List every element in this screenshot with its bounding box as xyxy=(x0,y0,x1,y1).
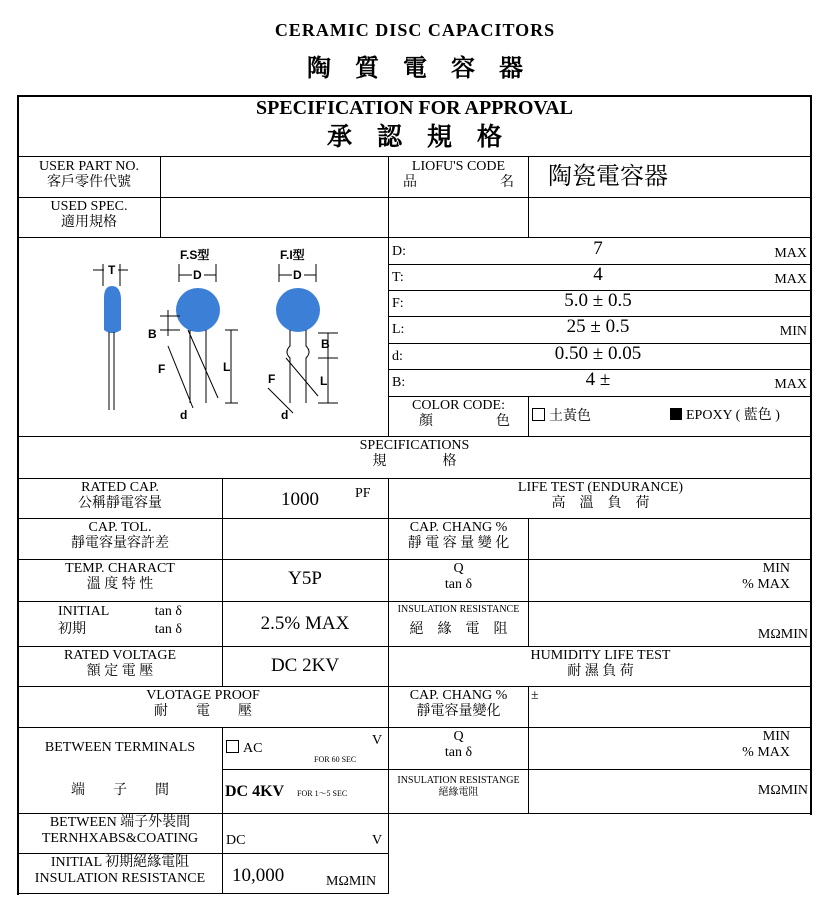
between-term-en: BETWEEN TERMINALS xyxy=(44,740,196,755)
color-opt1-label: 土黃色 xyxy=(549,409,591,424)
rated-cap-label xyxy=(18,480,222,512)
rule xyxy=(17,893,389,894)
dim-d-value: 7 xyxy=(593,238,603,259)
cap-tol-zh: 靜電容量容許差 xyxy=(71,536,169,552)
init-ins-en1: INITIAL 初期絕緣電阻 xyxy=(50,855,190,870)
ins-res1-en: INSULATION RESISTANCE xyxy=(397,604,520,615)
ins-res1-zh: 絕 緣 電 阻 xyxy=(409,621,508,637)
cap-tol-label xyxy=(18,520,222,552)
rule xyxy=(17,197,812,198)
color-opt2-label: EPOXY ( 藍色 ) xyxy=(686,408,780,423)
label-dd-fs: d xyxy=(180,408,188,422)
cap-chang2-zh: 靜電容量變化 xyxy=(416,704,501,720)
ins-res2-zh: 絕緣電阻 xyxy=(438,786,479,798)
init-ins-value: 10,000 xyxy=(232,865,285,886)
label-d-fi: D xyxy=(293,268,302,282)
rule xyxy=(528,156,529,237)
rated-cap-value: 1000 xyxy=(281,489,319,510)
initial-tan-2: tan δ xyxy=(154,622,182,638)
dc4kv: DC 4KV xyxy=(225,783,285,800)
specs-zh: 規 格 xyxy=(372,454,457,470)
label-b-fi: B xyxy=(321,337,330,351)
user-part-label xyxy=(18,159,160,191)
cap-chang1-en: CAP. CHANG % xyxy=(409,520,508,535)
q2-q: Q xyxy=(453,729,464,744)
rated-cap-unit: PF xyxy=(355,486,371,501)
spec-title-en: SPECIFICATION FOR APPROVAL xyxy=(255,97,574,119)
humidity-en: HUMIDITY LIFE TEST xyxy=(530,648,671,663)
color-option-1[interactable] xyxy=(532,408,591,425)
cap-chang2-en: CAP. CHANG % xyxy=(409,688,508,703)
rule xyxy=(160,156,161,237)
ins-res1-unit: MΩMIN xyxy=(757,627,808,642)
rule xyxy=(17,727,812,728)
disc-side-body xyxy=(104,286,121,333)
doc-title-en: CERAMIC DISC CAPACITORS xyxy=(274,20,556,40)
vproof-header xyxy=(18,688,388,720)
rule xyxy=(17,156,812,157)
cap-chang-label-1 xyxy=(389,520,528,552)
rule xyxy=(388,396,812,397)
init-ins-unit: MΩMIN xyxy=(326,874,377,889)
dim-l-label: L: xyxy=(392,322,405,337)
life-test-zh: 高 溫 負 荷 xyxy=(551,496,650,512)
initial-value: 2.5% MAX xyxy=(260,613,350,634)
dim-dd-label: d: xyxy=(392,349,403,364)
liofu-code-value: 陶瓷電容器 xyxy=(548,162,668,190)
label-t: T xyxy=(108,263,116,277)
q2-min: MIN xyxy=(762,729,790,744)
user-part-zh: 客戶零件代號 xyxy=(47,175,131,191)
rule xyxy=(17,518,812,519)
rated-cap-zh: 公稱靜電容量 xyxy=(78,496,162,512)
rule xyxy=(528,518,529,646)
rule xyxy=(222,727,223,893)
between-coat-en2: TERNHXABS&COATING xyxy=(41,831,199,847)
dim-d-unit: MAX xyxy=(774,246,807,261)
dim-f-value: 5.0 ± 0.5 xyxy=(564,290,632,311)
rule xyxy=(17,601,812,602)
ac-label: AC xyxy=(243,741,263,756)
ins-res-label-2 xyxy=(389,775,528,798)
cap-tol-en: CAP. TOL. xyxy=(88,520,152,535)
label-f-fi: F xyxy=(268,372,276,386)
between-coat-en1: BETWEEN 端子外裝間 xyxy=(49,815,191,830)
cap-chang1-zh: 靜 電 容 量 變 化 xyxy=(407,536,510,552)
dim-f-label: F: xyxy=(392,296,404,311)
label-fi: F.I型 xyxy=(280,248,305,262)
between-coat-v: V xyxy=(372,833,383,848)
ins-res2-en: INSULATION RESISTANGE xyxy=(397,775,520,786)
q1-max: % MAX xyxy=(742,577,790,593)
q2-max: % MAX xyxy=(742,745,790,761)
dim-dd-value: 0.50 ± 0.05 xyxy=(554,343,642,364)
dim-l-unit: MIN xyxy=(779,324,807,339)
temp-char-label xyxy=(18,561,222,593)
dim-t-unit: MAX xyxy=(774,272,807,287)
ins-res-label-1 xyxy=(389,604,528,638)
rule xyxy=(528,686,529,813)
rule xyxy=(17,646,812,647)
liofu-code-en: LIOFU'S CODE xyxy=(411,159,506,174)
rated-cap-en: RATED CAP. xyxy=(81,480,159,495)
rule xyxy=(17,853,389,854)
spec-title-zh: 承 認 規 格 xyxy=(326,124,502,151)
label-l-fs: L xyxy=(223,360,231,374)
initial-tan-1: tan δ xyxy=(154,604,182,619)
humidity-zh: 耐 濕 負 荷 xyxy=(567,664,634,680)
q-units-2 xyxy=(600,729,790,761)
initial-en: INITIAL xyxy=(58,604,110,619)
life-test-header xyxy=(389,480,812,512)
rated-volt-label xyxy=(18,648,222,680)
rule xyxy=(388,156,389,436)
dim-d-label: D: xyxy=(392,244,406,259)
dim-t-label: T: xyxy=(392,270,404,285)
q1-tan: tan δ xyxy=(444,577,473,593)
label-fs: F.S型 xyxy=(180,248,210,262)
color-zh-a: 顏 xyxy=(419,414,433,430)
q-units-1 xyxy=(600,561,790,593)
initial-label xyxy=(18,604,222,638)
between-term-zh: 端 子 間 xyxy=(71,783,169,798)
label-dd-fi: d xyxy=(281,408,289,422)
rule xyxy=(222,769,812,770)
between-coat-dc: DC xyxy=(226,833,246,848)
q-label-1 xyxy=(389,561,528,593)
rule xyxy=(17,559,812,560)
used-spec-en: USED SPEC. xyxy=(50,199,128,214)
temp-char-en: TEMP. CHARACT xyxy=(65,561,175,576)
between-coat-label xyxy=(18,815,222,847)
label-f-fs: F xyxy=(158,362,166,376)
rule xyxy=(17,813,812,814)
ac-option[interactable] xyxy=(226,740,262,757)
dim-l-value: 25 ± 0.5 xyxy=(566,316,630,337)
color-zh-b: 色 xyxy=(496,414,510,430)
q1-min: MIN xyxy=(762,561,790,576)
liofu-zh-b: 名 xyxy=(500,175,514,191)
life-test-en: LIFE TEST (ENDURANCE) xyxy=(517,480,684,495)
color-option-2[interactable] xyxy=(670,408,780,424)
init-ins-label xyxy=(18,855,222,887)
color-code-label xyxy=(389,398,528,430)
vproof-zh: 耐 電 壓 xyxy=(154,704,252,720)
label-b-fs: B xyxy=(148,327,157,341)
liofu-code-label xyxy=(389,159,528,191)
ac-v: V xyxy=(372,733,383,748)
temp-char-value: Y5P xyxy=(288,568,322,589)
q2-tan: tan δ xyxy=(444,745,473,761)
temp-char-zh: 溫 度 特 性 xyxy=(86,577,154,593)
for60: FOR 60 SEC xyxy=(314,755,357,764)
checkbox-filled-icon xyxy=(670,408,682,420)
rated-volt-value: DC 2KV xyxy=(270,655,340,676)
for15: FOR 1～5 SEC xyxy=(297,789,348,798)
dim-b-label: B: xyxy=(392,375,406,390)
rule xyxy=(528,396,529,436)
color-code-en: COLOR CODE: xyxy=(412,398,505,413)
dim-t-value: 4 xyxy=(593,264,603,285)
capacitor-drawing xyxy=(18,238,388,436)
dim-b-unit: MAX xyxy=(774,377,807,392)
rated-volt-en: RATED VOLTAGE xyxy=(63,648,177,663)
used-spec-label xyxy=(18,199,160,231)
checkbox-empty-icon xyxy=(226,740,239,753)
used-spec-zh: 適用規格 xyxy=(61,215,117,231)
q1-q: Q xyxy=(453,561,464,576)
specs-en: SPECIFICATIONS xyxy=(359,438,470,453)
specifications-header xyxy=(17,438,812,470)
q-label-2 xyxy=(389,729,528,761)
liofu-zh-a: 品 xyxy=(403,175,417,191)
dim-b-value: 4 ± xyxy=(585,369,611,390)
ins-res2-unit: MΩMIN xyxy=(757,783,808,798)
label-l-fi: L xyxy=(320,374,328,388)
cap-chang-label-2 xyxy=(389,688,528,720)
label-d-fs: D xyxy=(193,268,202,282)
checkbox-empty-icon xyxy=(532,408,545,421)
rated-volt-zh: 額 定 電 壓 xyxy=(86,664,154,680)
rule xyxy=(17,478,812,479)
disc-fs xyxy=(176,288,220,332)
humidity-header xyxy=(389,648,812,680)
rule xyxy=(17,686,812,687)
rule xyxy=(17,436,812,437)
init-ins-en2: INSULATION RESISTANCE xyxy=(34,871,206,887)
disc-fi xyxy=(276,288,320,332)
doc-title-zh: 陶 質 電 容 器 xyxy=(307,56,523,82)
initial-zh: 初期 xyxy=(58,622,86,638)
user-part-en: USER PART NO. xyxy=(39,159,139,174)
cap-chang2-pm: ± xyxy=(531,688,539,703)
vproof-en: VLOTAGE PROOF xyxy=(146,688,260,703)
